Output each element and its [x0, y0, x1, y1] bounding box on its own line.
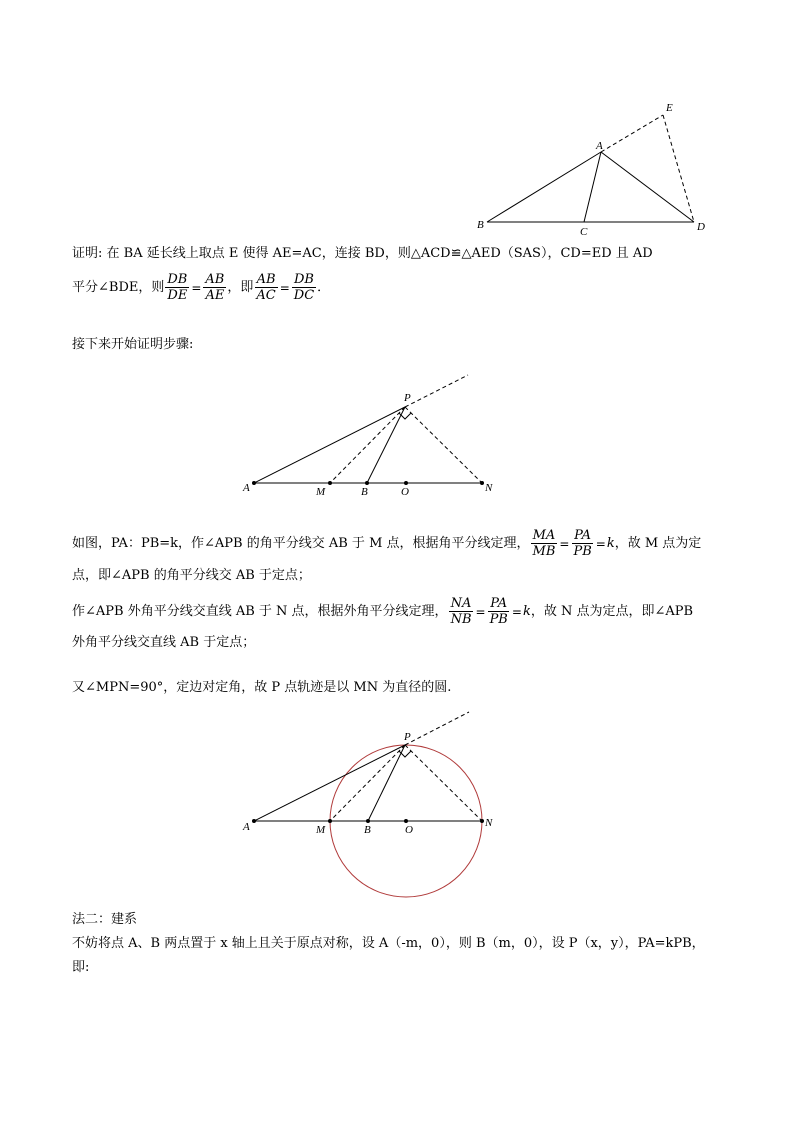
method2-title: 法二：建系: [72, 912, 138, 927]
para1-text-c: 点，即∠APB 的角平分线交 AB 于定点；: [72, 568, 311, 583]
constant-k: k: [522, 604, 531, 619]
fraction-db-de: $\frac{DB}{DE}$: [167, 272, 188, 303]
point-b: [365, 481, 369, 485]
para2-line-1: [72, 596, 693, 627]
segment-ad: [601, 152, 694, 222]
label-p: P: [404, 731, 411, 743]
proof-line-1: [72, 244, 653, 264]
segment-pb: [367, 407, 405, 483]
segment-pm-dashed: [330, 407, 405, 483]
fraction-ma-mb: $\frac{MA}{MB}$: [532, 528, 556, 559]
label-d: D: [697, 221, 705, 233]
next-steps-text: 接下来开始证明步骤:: [72, 337, 194, 352]
label-o: O: [405, 824, 413, 836]
label-m: M: [316, 824, 326, 836]
proof-text-end: ．: [317, 280, 331, 295]
para2-text-a: 作∠APB 外角平分线交直线 AB 于 N 点，根据外角平分线定理，: [72, 604, 448, 619]
fraction-pa-pb: $\frac{PA}{PB}$: [489, 596, 508, 627]
figure-triangle-abd: [470, 98, 720, 238]
label-m: M: [316, 486, 326, 498]
point-b: [366, 819, 370, 823]
label-a: A: [243, 821, 250, 833]
proof-text-mid: ，即: [227, 280, 254, 295]
segment-pm-dashed: [330, 745, 405, 821]
label-b: B: [364, 824, 371, 836]
fraction-ab-ac: $\frac{AB}{AC}$: [256, 272, 276, 303]
para1-text-b: ，故 M 点为定: [614, 536, 702, 551]
method2-line-2: [72, 958, 89, 978]
point-n: [480, 481, 484, 485]
point-m: [328, 481, 332, 485]
segment-ed-dashed: [663, 115, 694, 222]
para1-line-1: [72, 528, 701, 559]
point-o: [404, 481, 408, 485]
segment-ae-dashed: [601, 115, 663, 152]
label-a: A: [596, 140, 603, 152]
proof-text-2: 平分∠BDE，则: [72, 280, 165, 295]
label-c: C: [580, 226, 588, 238]
ray-p-dashed: [405, 375, 468, 407]
method2-text-1: 不妨将点 A、B 两点置于 x 轴上且关于原点对称，设 A（-m，0），则 B（m，0），设 P（x，y），PA=kPB，: [72, 936, 705, 951]
equals-sign: =: [279, 280, 290, 295]
label-b: B: [361, 486, 368, 498]
point-o: [404, 819, 408, 823]
para3-text: 又∠MPN=90°，定边对定角，故 P 点轨迹是以 MN 为直径的圆.: [72, 680, 452, 695]
proof-text-1: 证明: 在 BA 延长线上取点 E 使得 AE=AC，连接 BD，则△ACD≌△AED（SAS），CD=ED 且 AD: [72, 246, 653, 261]
constant-k: k: [606, 536, 615, 551]
label-p: P: [404, 392, 411, 404]
equals-sign: =: [511, 604, 522, 619]
segment-ac: [584, 152, 601, 222]
next-steps-line: [72, 335, 193, 355]
segment-ba: [487, 152, 601, 222]
fraction-ab-ae: $\frac{AB}{AE}$: [205, 272, 225, 303]
para2-line-2: [72, 633, 255, 653]
ray-p-dashed: [405, 712, 469, 745]
equals-sign: =: [475, 604, 486, 619]
method2-line-1: [72, 934, 705, 954]
label-n: N: [485, 482, 493, 494]
segment-pn-dashed: [405, 745, 482, 821]
method2-text-2: 即:: [72, 960, 90, 975]
para3-line: [72, 678, 451, 698]
para2-text-b: ，故 N 点为定点，即∠APB: [530, 604, 694, 619]
label-a: A: [243, 482, 250, 494]
segment-pb: [368, 745, 405, 821]
figure-apollonius-circle: [240, 705, 493, 905]
label-e: E: [666, 102, 673, 114]
point-a: [252, 819, 256, 823]
label-n: N: [485, 817, 493, 829]
segment-ap: [254, 407, 405, 483]
fraction-pa-pb: $\frac{PA}{PB}$: [573, 528, 592, 559]
segment-pn-dashed: [405, 407, 482, 483]
equals-sign: =: [559, 536, 570, 551]
figure-angle-bisectors: [240, 370, 493, 500]
proof-line-2: [72, 272, 330, 303]
method2-title-line: [72, 910, 137, 930]
equals-sign: =: [595, 536, 606, 551]
segment-ap: [254, 745, 405, 821]
point-a: [252, 481, 256, 485]
equals-sign: =: [191, 280, 202, 295]
label-b: B: [477, 219, 484, 231]
para1-text-a: 如图，PA：PB=k，作∠APB 的角平分线交 AB 于 M 点，根据角平分线定理，: [72, 536, 530, 551]
fraction-na-nb: $\frac{NA}{NB}$: [450, 596, 472, 627]
para2-text-c: 外角平分线交直线 AB 于定点；: [72, 635, 256, 650]
point-m: [328, 819, 332, 823]
point-n: [480, 819, 484, 823]
label-o: O: [401, 486, 409, 498]
para1-line-2: [72, 566, 311, 586]
fraction-db-dc: $\frac{DB}{DC}$: [293, 272, 315, 303]
